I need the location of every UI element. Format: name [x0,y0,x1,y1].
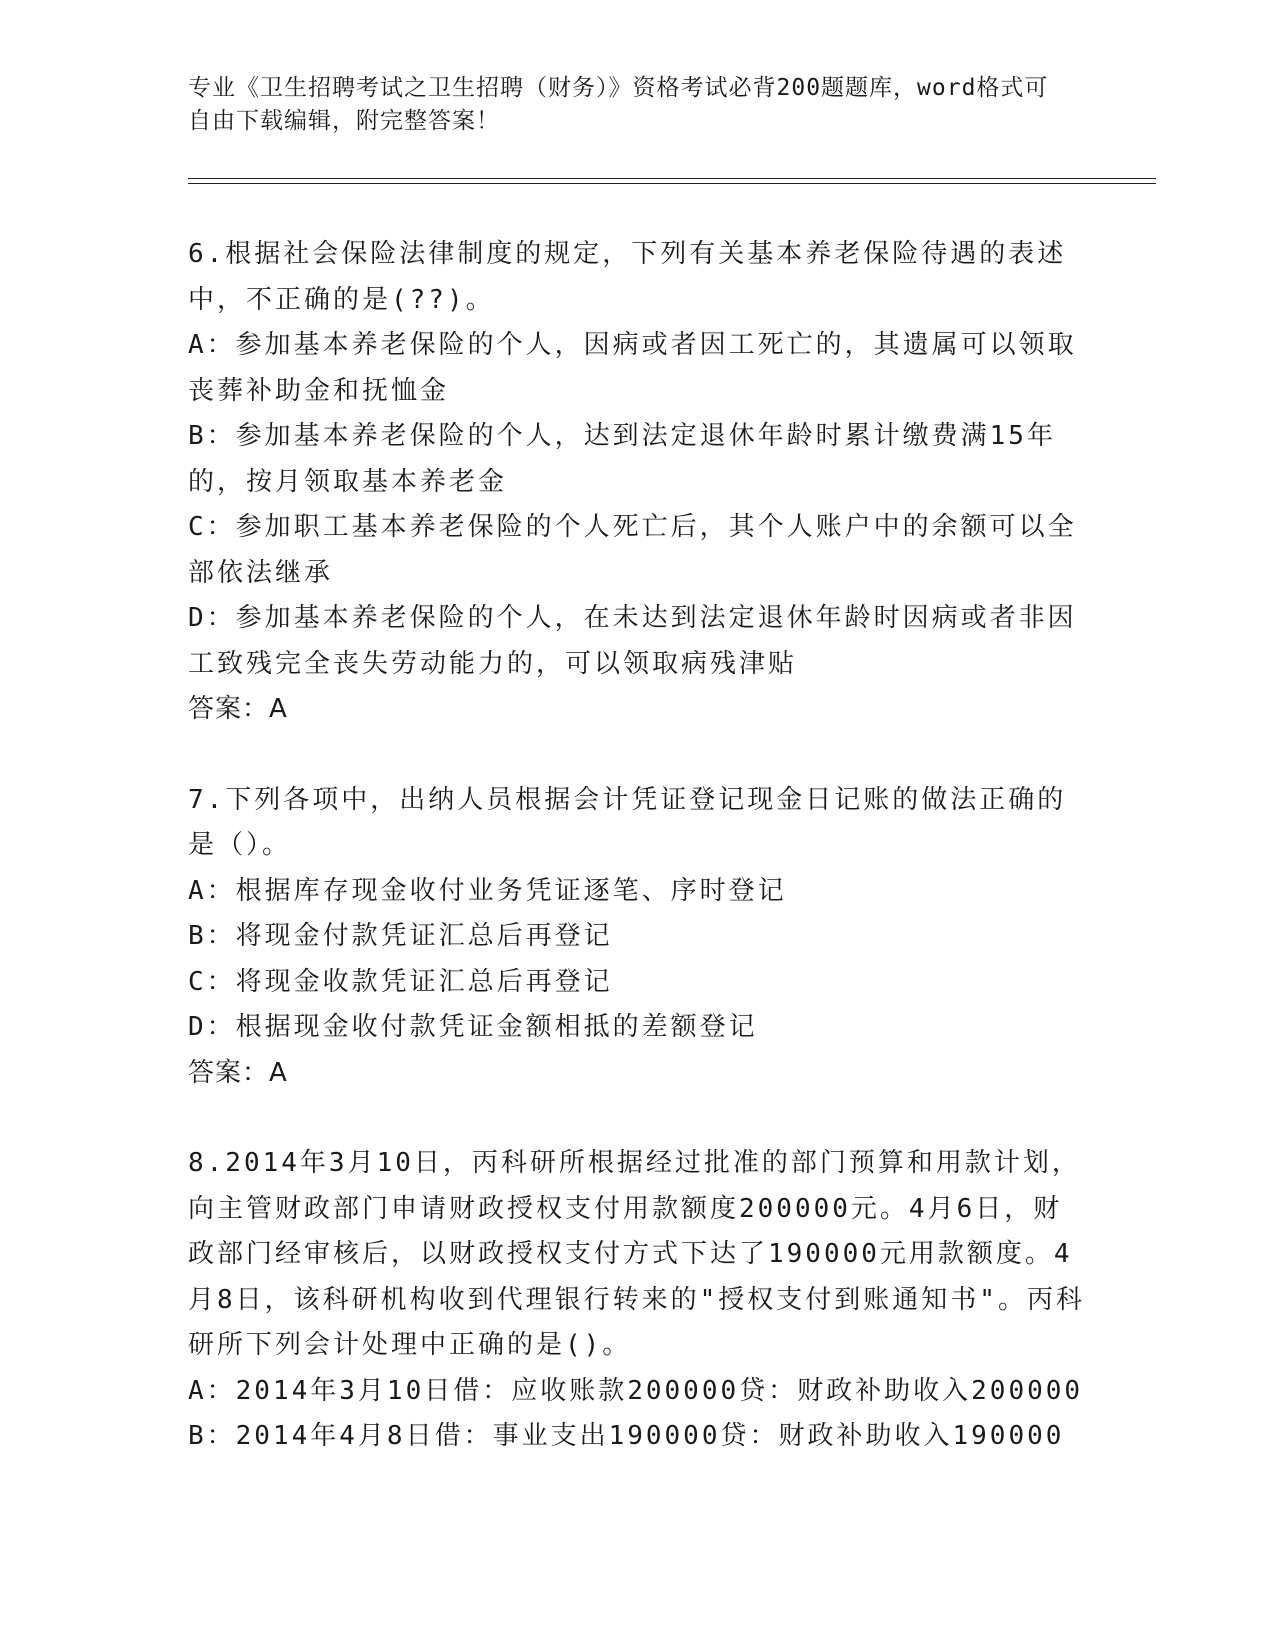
answer-label: 答案：A [188,1057,288,1088]
header-rule-top [188,178,1156,179]
document-header [188,72,1068,138]
question-list [188,232,1088,1505]
option-c: C：将现金收款凭证汇总后再登记 [188,966,613,997]
option-b: B：2014年4月8日借：事业支出190000贷：财政补助收入190000 [188,1421,1065,1451]
question-8 [188,1141,1088,1460]
option-d: D：参加基本养老保险的个人，在未达到法定退休年龄时因病或者非因工致残完全丧失劳动能力的，可以领取病残津贴 [188,603,1077,679]
option-b: B：将现金付款凭证汇总后再登记 [188,921,613,951]
answer-label: 答案：A [188,694,288,724]
question-7 [188,778,1088,1097]
option-b: B：参加基本养老保险的个人，达到法定退休年龄时累计缴费满15年的，按月领取基本养老金 [188,421,1056,497]
question-stem: 6.根据社会保险法律制度的规定，下列有关基本养老保险待遇的表述中，不正确的是(??)。 [188,239,1067,315]
header-rule-bottom [188,183,1156,184]
question-stem: 8.2014年3月10日，丙科研所根据经过批准的部门预算和用款计划，向主管财政部门申请财政授权支付用款额度200000元。4月6日，财政部门经审核后，以财政授权支付方式下达了190000元用款额度。4月8日，该科研机构收到代理银行转来的"授权支付到账通知书"。丙科研所下列会计处理中正确的是()。 [188,1148,1085,1360]
question-stem: 7.下列各项中，出纳人员根据会计凭证登记现金日记账的做法正确的是（）。 [188,784,1067,860]
option-a: A：2014年3月10日借：应收账款200000贷：财政补助收入200000 [188,1375,1084,1406]
option-d: D：根据现金收付款凭证金额相抵的差额登记 [188,1012,758,1042]
header-text: 专业《卫生招聘考试之卫生招聘（财务）》资格考试必背200题题库，word格式可自由下载编辑，附完整答案！ [188,75,1049,134]
question-6 [188,232,1088,733]
option-c: C：参加职工基本养老保险的个人死亡后，其个人账户中的余额可以全部依法继承 [188,512,1077,588]
option-a: A：根据库存现金收付业务凭证逐笔、序时登记 [188,875,787,906]
option-a: A：参加基本养老保险的个人，因病或者因工死亡的，其遗属可以领取丧葬补助金和抚恤金 [188,330,1077,406]
